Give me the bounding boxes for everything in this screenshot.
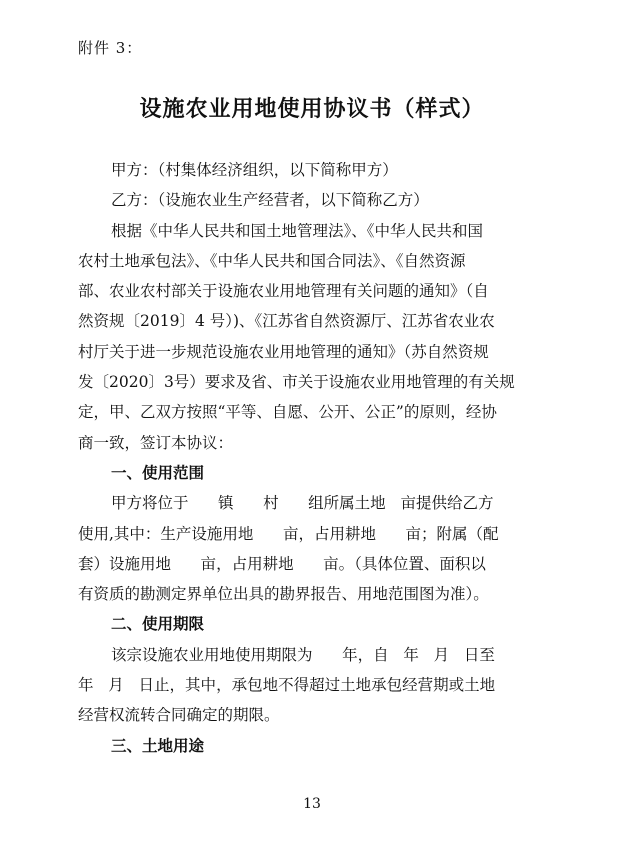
section-heading: 一、使用范围 [111, 463, 205, 482]
body-line: 有资质的勘测定界单位出具的勘界报告、用地范围图为准）。 [78, 585, 489, 604]
body-line: 套）设施用地 亩，占用耕地 亩。（具体位置、面积以 [78, 554, 486, 573]
section-heading: 三、土地用途 [111, 736, 205, 755]
body-line: 发〔2020〕3号）要求及省、市关于设施农业用地管理的有关规 [78, 373, 515, 392]
body-line: 经营权流转合同确定的期限。 [78, 706, 280, 725]
page-number: 13 [303, 796, 321, 812]
body-line: 使用,其中：生产设施用地 亩，占用耕地 亩；附属（配 [78, 524, 499, 543]
body-line: 年 月 日止，其中，承包地不得超过土地承包经营期或土地 [78, 676, 496, 695]
body-line: 甲方：（村集体经济组织，以下简称甲方） [111, 161, 398, 179]
body-line: 乙方：（设施农业生产经营者，以下简称乙方） [111, 191, 429, 210]
document-title: 设施农业用地使用协议书（样式） [139, 97, 485, 122]
body-line: 定，甲、乙双方按照“平等、自愿、公开、公正”的原则，经协 [78, 403, 497, 422]
body-line: 部、农业农村部关于设施农业用地管理有关问题的通知》（自 [78, 282, 489, 301]
body-line: 商一致，签订本协议： [78, 433, 234, 452]
attachment-label: 附件 3： [78, 39, 143, 57]
body-line: 甲方将位于 镇 村 组所属土地 亩提供给乙方 [111, 494, 494, 513]
body-line: 村厅关于进一步规范设施农业用地管理的通知》（苏自然资规 [78, 342, 489, 361]
document-body [78, 155, 548, 761]
body-line: 农村土地承包法》、《中华人民共和国合同法》、《自然资源 [78, 251, 466, 270]
body-line: 该宗设施农业用地使用期限为 年，自 年 月 日至 [111, 645, 495, 664]
body-line: 然资规〔2019〕4 号）)、《江苏省自然资源厅、江苏省农业农 [78, 312, 495, 331]
body-line: 根据《中华人民共和国土地管理法》、《中华人民共和国 [111, 221, 484, 240]
section-heading: 二、使用期限 [111, 615, 205, 634]
